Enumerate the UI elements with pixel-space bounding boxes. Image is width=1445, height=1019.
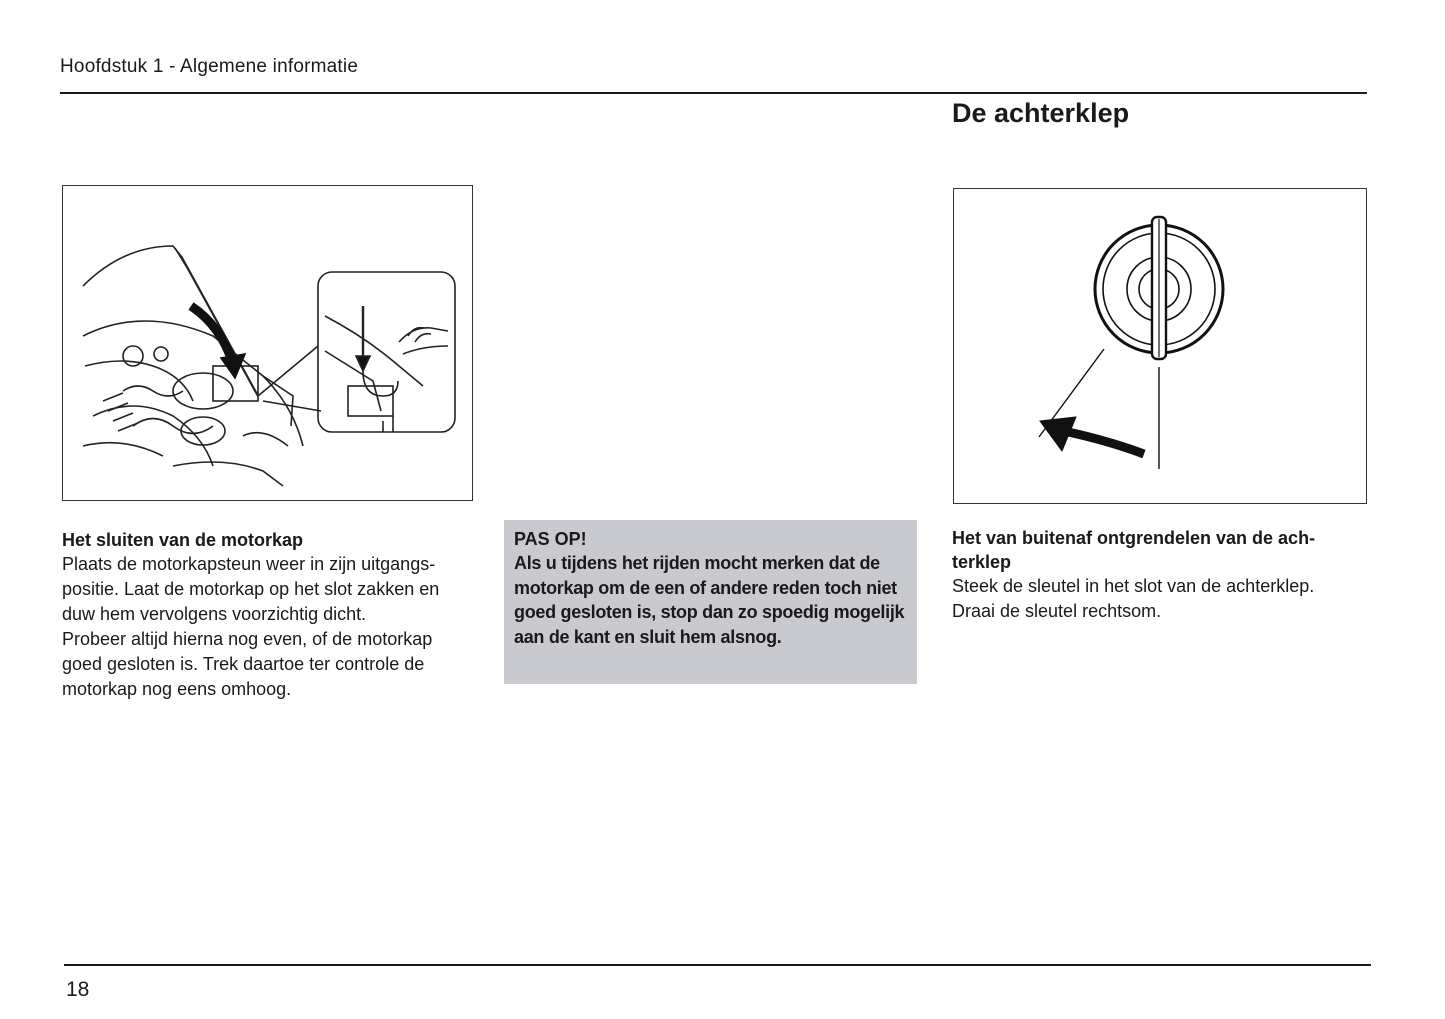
unlock-tailgate-paragraph-1: Steek de sleutel in het slot van de achterklep. [952,576,1315,596]
left-column [62,528,472,702]
section-title: De achterklep [952,98,1130,128]
closing-hood-paragraph-2: Probeer altijd hierna nog even, of de motorkap goed gesloten is. Trek daartoe ter controle de motorkap nog eens omhoog. [62,629,433,699]
header-divider [60,92,1367,94]
closing-hood-paragraph-1: Plaats de motorkapsteun weer in zijn uitgangs-positie. Laat de motorkap op het slot zakken en duw hem vervolgens voorzichtig dicht. [62,554,440,624]
warning-title: PAS OP! [514,529,587,549]
hood-support-illustration [62,185,473,501]
warning-box [504,520,917,684]
unlock-tailgate-paragraph-2: Draai de sleutel rechtsom. [952,601,1162,621]
page-number: 18 [66,978,90,1001]
chapter-header: Hoofdstuk 1 - Algemene informatie [60,56,359,77]
footer-divider [64,964,1371,966]
tailgate-lock-illustration [953,188,1367,504]
unlock-tailgate-heading: Het van buitenaf ontgrendelen van de ach-terklep [952,528,1316,572]
right-column [952,526,1368,624]
warning-text: Als u tijdens het rijden mocht merken dat de motorkap om de een of andere reden toch niet goed gesloten is, stop dan zo spoedig mogelijk aan de kant en sluit hem alsnog. [514,553,905,647]
closing-hood-heading: Het sluiten van de motorkap [62,530,304,550]
tailgate-lock-drawing [954,189,1366,503]
hood-support-drawing [63,186,472,500]
